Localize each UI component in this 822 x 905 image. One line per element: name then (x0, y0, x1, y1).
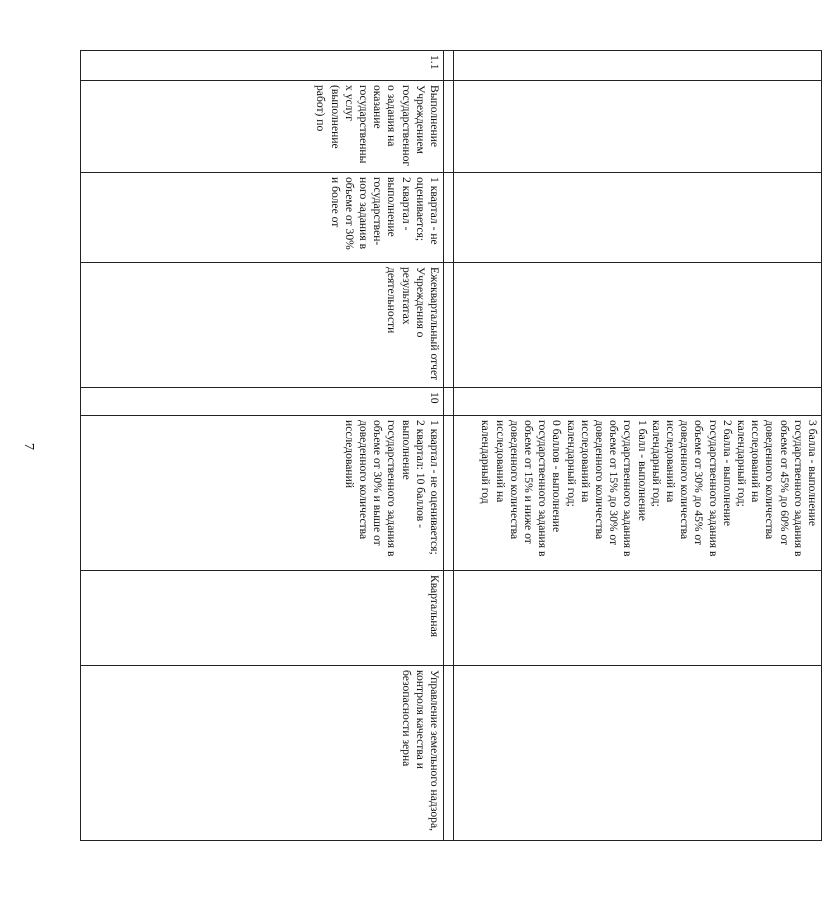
criteria-table (80, 50, 822, 841)
responsible-label: Управление земельного надзора, контроля качества и безопасности зерна (399, 670, 441, 832)
cell-scale (454, 416, 822, 571)
indicator-label: Выполнение Учреждением государственного задания на оказание государственных услуг (выполнение работ) по (314, 85, 441, 167)
spacer-cell (443, 571, 453, 666)
table-row-continued (454, 51, 822, 841)
spacer-cell (443, 81, 453, 173)
cell-number (454, 51, 822, 81)
cell-period (454, 571, 822, 666)
spacer-cell (443, 666, 453, 841)
table-row-spacer (443, 51, 453, 841)
period-text (81, 571, 444, 666)
cell-indicator (454, 81, 822, 173)
scale-text: 3 балла - выполнение государственного задания в объеме от 45% до 60% от доведенного количества исследований на календарный год; 2 балла - выполнение государственного задания в объеме от 30% до 45% от доведенного количества исследований на календарный год; 1 балл - выполнение государственного задания в объеме от 15% до 30% от доведенного количества исследований на календарный год; 0 баллов - выполнение государственного задания в объеме от 15% и ниже от доведенного количества исследований на календарный год (479, 420, 819, 557)
source-label: Ежеквартальный отчет Учреждения о результатах деятельности (385, 267, 441, 381)
indicator-text (81, 81, 444, 173)
source-text (81, 263, 444, 388)
spacer-cell (443, 263, 453, 388)
scale-label: 1 квартал - не оценивается; 2 квартал: 10 баллов - выполнение государственного задания в объеме от 30% и выше от доведенного количества исследований (342, 420, 441, 557)
spacer-cell (443, 388, 453, 416)
page-number: 7 (21, 443, 36, 450)
spacer-cell (443, 51, 453, 81)
table-row-1-1 (81, 51, 444, 841)
responsible-text (81, 666, 444, 841)
cell-points (454, 388, 822, 416)
points-value: 10 (81, 388, 444, 416)
scale-text-row (81, 416, 444, 571)
spacer-cell (443, 173, 453, 263)
criteria-label: 1 квартал - не оценивается; 2 квартал - выполнение государствен-ного задания в объеме от 30% и более от (328, 177, 441, 250)
cell-criteria (454, 173, 822, 263)
cell-source (454, 263, 822, 388)
spacer-cell (443, 416, 453, 571)
period-label: Квартальная (427, 575, 441, 638)
cell-responsible (454, 666, 822, 841)
criteria-text (81, 173, 444, 263)
row-number: 1.1 (81, 51, 444, 81)
